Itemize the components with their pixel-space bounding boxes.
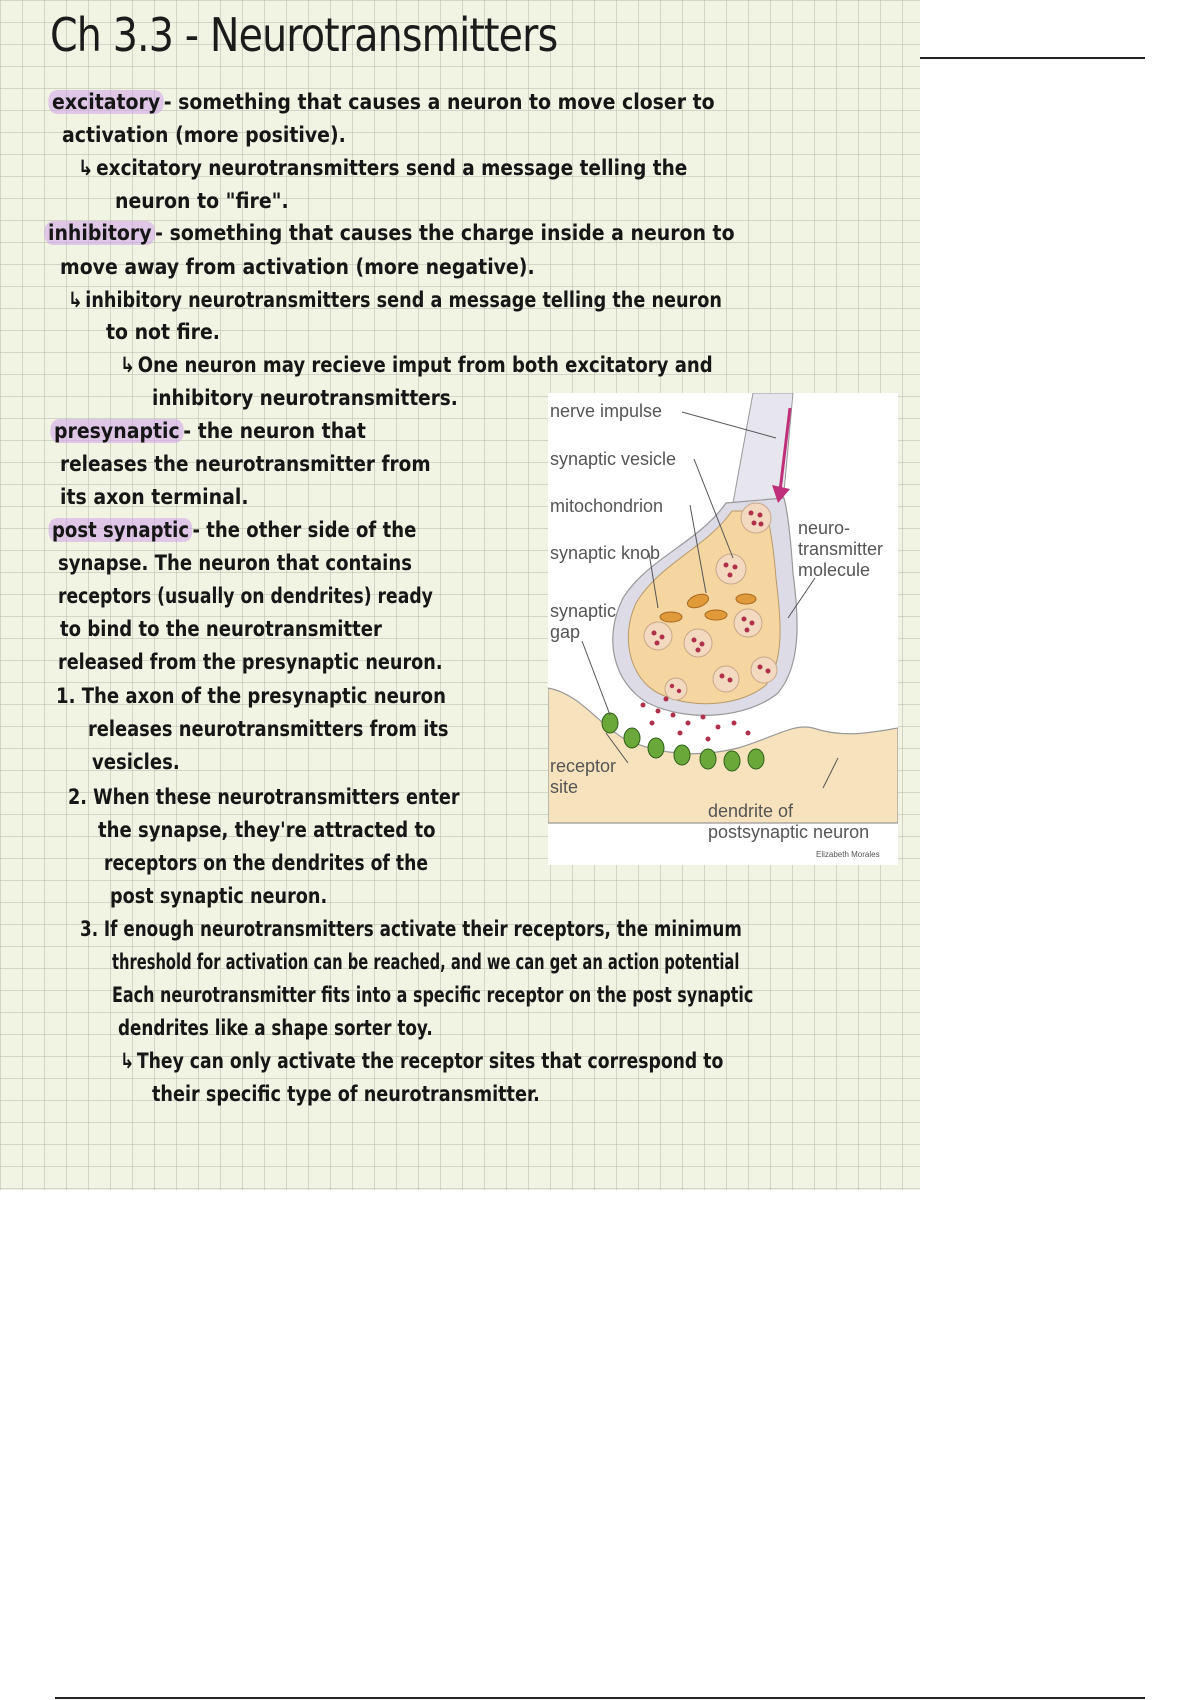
step-1-cont2: vesicles.	[92, 750, 180, 774]
label-nerve-impulse: nerve impulse	[550, 401, 663, 421]
figure-credit: Elizabeth Morales	[816, 850, 880, 859]
step-2-cont2: receptors on the dendrites of the	[104, 851, 429, 875]
inhibitory-definition: - something that causes the charge inside a neuron to	[155, 221, 735, 245]
label-synaptic-vesicle: synaptic vesicle	[550, 449, 677, 469]
label-receptor-site-1: receptor	[550, 756, 617, 776]
step-2-cont: the synapse, they're attracted to	[98, 818, 436, 842]
excitatory-sub: excitatory neurotransmitters send a message telling the	[96, 156, 688, 180]
step-3-cont3: dendrites like a shape sorter toy.	[118, 1016, 433, 1040]
label-nt-molecule-2: transmitter	[798, 539, 884, 559]
step-1-cont: releases neurotransmitters from its	[88, 717, 449, 741]
top-rule-divider	[920, 57, 1145, 59]
sub-arrow-icon: ↳	[68, 288, 83, 312]
page-title: Ch 3.3 - Neurotransmitters	[50, 8, 558, 62]
excitatory-term: excitatory	[48, 90, 163, 114]
label-nt-molecule-1: neuro-	[798, 518, 851, 538]
excitatory-line	[52, 88, 715, 116]
step-3: 3. If enough neurotransmitters activate their receptors, the minimum	[80, 917, 742, 941]
both-line	[120, 351, 713, 379]
presynaptic-definition: - the neuron that	[183, 419, 366, 443]
presynaptic-line	[54, 417, 366, 445]
sub-arrow-icon: ↳	[120, 353, 136, 377]
inhibitory-definition-cont: move away from activation (more negative).	[60, 255, 535, 279]
label-receptor-site-2: site	[550, 777, 579, 797]
step-3-sub-line	[120, 1047, 723, 1075]
presynaptic-definition-cont2: its axon terminal.	[60, 485, 249, 509]
presynaptic-term: presynaptic	[50, 419, 183, 443]
postsynaptic-line	[52, 516, 416, 544]
inhibitory-sub-line	[68, 286, 722, 314]
step-3-sub-cont: their specific type of neurotransmitter.	[152, 1082, 540, 1106]
label-synaptic-gap-2: gap	[550, 622, 581, 642]
inhibitory-line	[48, 219, 735, 247]
postsynaptic-definition: - the other side of the	[192, 518, 417, 542]
step-3-sub: They can only activate the receptor sites that correspond to	[136, 1049, 724, 1073]
label-synaptic-gap	[550, 601, 616, 643]
label-receptor-site	[550, 756, 616, 798]
bottom-rule-divider	[55, 1697, 1145, 1699]
postsynaptic-definition-cont2: receptors (usually on dendrites) ready	[58, 584, 433, 608]
postsynaptic-term: post synaptic	[49, 518, 193, 542]
both-note: One neuron may recieve imput from both excitatory and	[137, 353, 713, 377]
both-note-cont: inhibitory neurotransmitters.	[152, 386, 458, 410]
label-synaptic-knob: synaptic knob	[550, 543, 661, 563]
inhibitory-sub: inhibitory neurotransmitters send a message telling the neuron	[85, 288, 722, 312]
label-nt-molecule	[798, 518, 883, 581]
label-nt-molecule-3: molecule	[798, 560, 871, 580]
label-mitochondrion: mitochondrion	[550, 496, 664, 516]
presynaptic-definition-cont: releases the neurotransmitter from	[60, 452, 431, 476]
synapse-diagram	[548, 393, 898, 865]
step-3-cont2: Each neurotransmitter fits into a specific receptor on the post synaptic	[112, 983, 754, 1007]
postsynaptic-definition-cont4: released from the presynaptic neuron.	[58, 650, 443, 674]
label-dendrite-2: postsynaptic neuron	[708, 822, 870, 842]
step-2-cont3: post synaptic neuron.	[110, 884, 328, 908]
label-dendrite	[708, 801, 869, 843]
inhibitory-term: inhibitory	[44, 221, 155, 245]
label-dendrite-1: dendrite of	[708, 801, 794, 821]
excitatory-sub-cont: neuron to "fire".	[115, 189, 289, 213]
step-1: 1. The axon of the presynaptic neuron	[56, 684, 446, 708]
postsynaptic-definition-cont: synapse. The neuron that contains	[58, 551, 412, 575]
postsynaptic-definition-cont3: to bind to the neurotransmitter	[60, 617, 382, 641]
excitatory-definition-cont: activation (more positive).	[62, 123, 346, 147]
step-3-cont: threshold for activation can be reached, and we can get an action potential	[112, 950, 740, 974]
label-synaptic-gap-1: synaptic	[550, 601, 617, 621]
step-2: 2. When these neurotransmitters enter	[68, 785, 460, 809]
inhibitory-sub-cont: to not fire.	[106, 320, 220, 344]
sub-arrow-icon: ↳	[78, 156, 94, 180]
excitatory-definition: - something that causes a neuron to move closer to	[163, 90, 715, 114]
excitatory-sub-line	[78, 154, 687, 182]
synaptic-vesicle	[741, 503, 771, 533]
sub-arrow-icon: ↳	[120, 1049, 135, 1073]
